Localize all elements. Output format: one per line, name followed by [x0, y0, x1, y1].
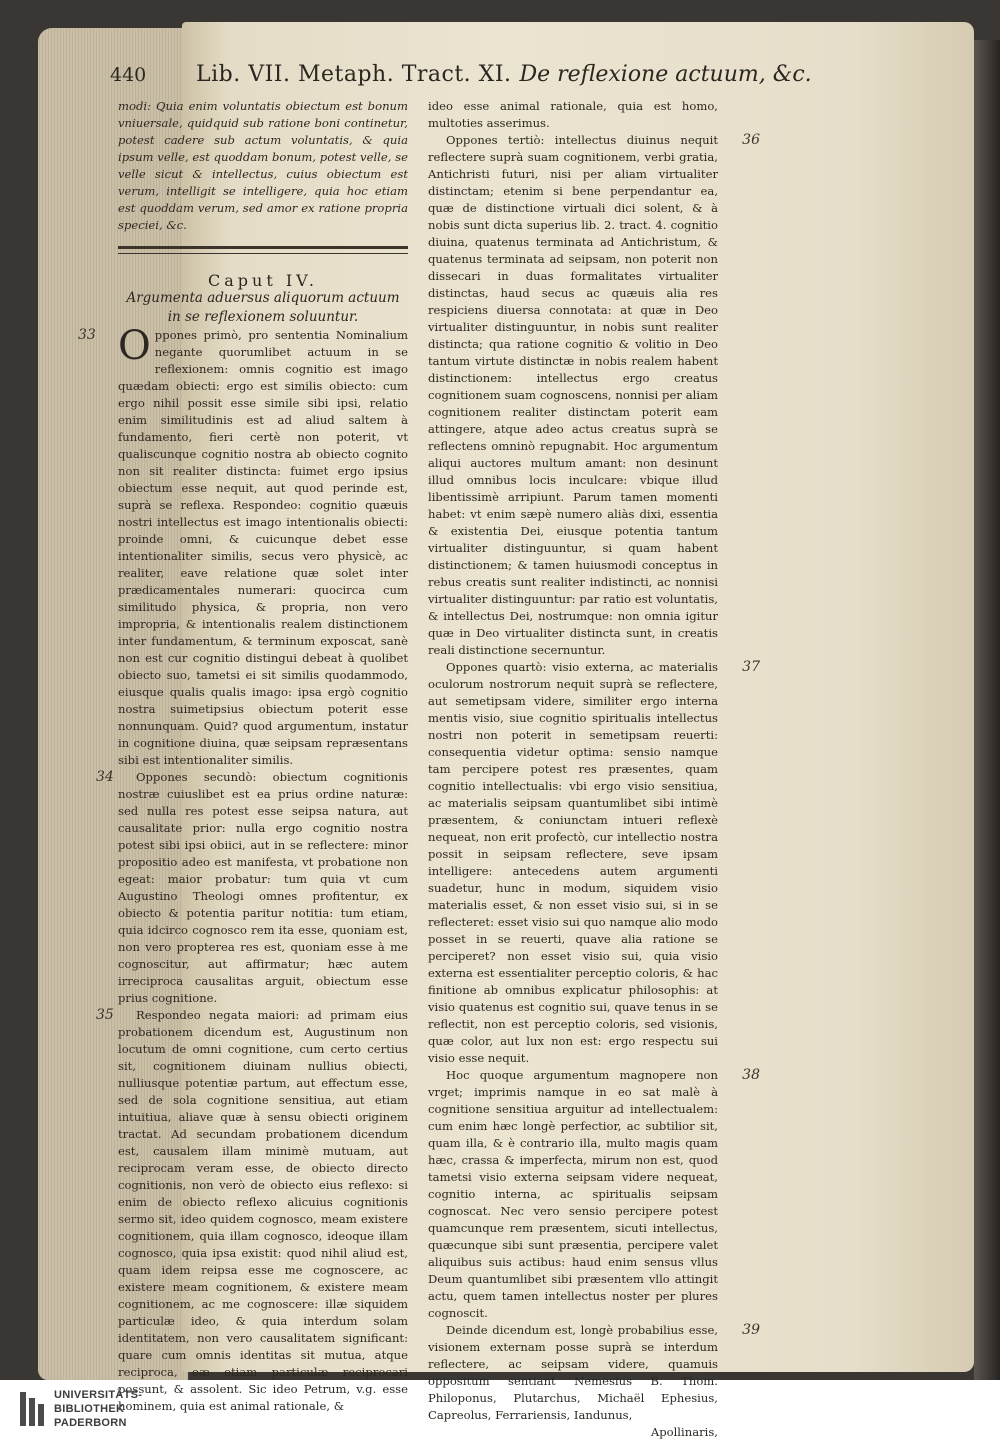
margin-number: 33	[78, 327, 96, 343]
margin-number: 34	[96, 769, 114, 785]
paragraph-36	[428, 132, 760, 659]
paragraph-38	[428, 1067, 760, 1322]
right-column	[428, 98, 760, 1441]
paragraph-text: Oppones secundò: obiectum cognitionis nostræ cuiuslibet est ea prius ordine naturæ: sed nulla res potest esse seipsa natura, aut causalitate prior: nulla ergo cognitio nostra potest sibi ipsi obiici, aut in se reflectere: minor propositio adeo est manifesta, vt probatione non egeat: maior probatur: tum quia vt cum Augustino Theologi omnes profitentur, ex obiecto & potentia paritur notitia: tum etiam, quia idcirco cognosco rem ita esse, quoniam est, non vero propterea res est, quoniam esse à me cognoscitur, aut affirmatur; hæc autem irreciproca causalitas arguit, obiectum esse prius cognitione.	[118, 770, 408, 1005]
margin-number: 37	[742, 659, 760, 675]
logo-line: PADERBORN	[54, 1417, 127, 1429]
library-logo-text	[54, 1388, 142, 1430]
margin-number: 35	[96, 1007, 114, 1023]
margin-number: 36	[742, 132, 760, 148]
library-logo	[20, 1388, 180, 1434]
logo-line: UNIVERSITÄTS-	[54, 1389, 143, 1401]
page-number: 440	[110, 64, 147, 86]
book-binding-shadow	[974, 40, 1000, 1380]
chapter-heading: Caput IV.	[207, 271, 318, 290]
paragraph-39	[428, 1322, 760, 1424]
header-title: Lib. VII. Metaph. Tract. XI.	[196, 62, 512, 87]
header-subtitle: De reflexione actuum, &c.	[519, 62, 812, 87]
logo-line: BIBLIOTHEK	[54, 1403, 125, 1415]
paragraph-33	[78, 323, 408, 769]
section-rule-thin	[118, 253, 408, 254]
intro-paragraph: modi: Quia enim voluntatis obiectum est bonum vniuersale, quidquid sub ratione boni continetur, potest cadere sub actum voluntatis, & quia ipsum velle, est quoddam bonum, potest velle, se velle sicut & intellectus, cuius obiectum est verum, intelligit se intelligere, quia hoc etiam est quoddam verum, sed amor ex ratione propria speciei, &c.	[118, 99, 408, 232]
paragraph-37	[428, 659, 760, 1067]
drop-capital: O	[118, 323, 151, 369]
library-logo-icon	[20, 1392, 46, 1426]
paragraph-text: ppones primò, pro sententia Nominalium negante quorumlibet actuum in se reflexionem: omnis cognitio est imago quædam obiecti: ergo est similis obiecto: cum ergo nihil possit esse simile sibi ipsi, relatio enim similitudinis est ad aliud saltem à fundamento, fieri certè non poterit, vt qualiscunque cognitio nostra ab obiecto cognito non sit realiter distincta: fuimet ergo ipsius obiectum esse nequit, aut quod perinde est, suprà se reflexa. Respondeo: cognitio quæuis nostri intellectus est imago intentionalis obiecti: proinde omni, & cuicunque debet esse intentionaliter similis, secus vero physicè, ac realiter, eave relatione quæ solet inter prædicamentales numerari: quocirca cum similitudo physica, & propria, non vero impropria, & intentionalis realem distinctionem inter fundamentum, & terminum exposcat, sanè non est cur cognitio distingui debeat à quolibet obiecto suo, tametsi ei sit similis quodammodo, eiusque qualis qualis imago: ipsa ergò cognitio nostra suimetipsius obiectum poterit esse nonnunquam. Quid? quod argumentum, instatur in cognitione diuina, quæ seipsam repræsentans sibi est intentionaliter similis.	[118, 328, 408, 767]
chapter-title: Argumenta aduersus aliquorum actuum in se reflexionem soluuntur.	[126, 290, 400, 325]
catchword: Apollinaris,	[650, 1425, 718, 1439]
margin-number: 39	[742, 1322, 760, 1338]
paragraph-text: Oppones tertiò: intellectus diuinus nequit reflectere suprà suam cognitionem, verbi gratia, Antichristi futuri, nisi per aliam virtualiter distinctam; etenim si bene perpendantur ea, quæ de distinctione virtuali dici solent, & à nobis sunt dicta superius lib. 2. tract. 4. cognitio diuina, quatenus terminata ad Antichristum, & quatenus terminata ad seipsam, non poterit non dissecari in duas formalitates virtualiter distinctas, haud secus ac quæuis alia res respiciens diuersa connotata: at quæ in Deo virtualiter distinguuntur, in nobis sunt realiter distincta; qua ratione cognitio & volitio in Deo tantum virtute distinctæ in nobis realem habent distinctionem: intellectus ergo creatus cognitionem suam cognoscens, nonnisi per aliam cognitionem realiter distinctam poterit eam attingere, atque adeo actus creatus suprà se reflectens omninò repugnabit. Hoc argumentum aliqui auctores multum amant: non desinunt illud omnibus locis inculcare: vbique illud libentissimè arripiunt. Parum tamen momenti habet: vt enim sæpè numero aliàs dixi, essentia & existentia Dei, eiusque potentia tantum virtualiter distinguuntur, si quam habent distinctionem; & tamen huiusmodi conceptus in rebus creatis sunt realiter indistincti, ac nonnisi virtualiter distinguuntur: par ratio est voluntatis, & intellectus Dei, nostrumque: non omnia igitur quæ in Deo virtualiter distincta sunt, in creatis reali distinctione secernuntur.	[428, 133, 718, 657]
running-header	[110, 62, 812, 87]
paragraph-34	[96, 769, 408, 1007]
paragraph-text: Respondeo negata maiori: ad primam eius probationem dicendum est, Augustinum non locutum de omni cognitione, cum certo certius sit, cognitionem diuinam nullius obiecti, nulliusque potentiæ partum, aut effectum esse, sed de sola cognitione sensitiua, aut etiam intuitiua, aliave quæ à sensu obiecti originem tractat. Ad secundam probationem dicendum est, causalem illam minimè mutuam, aut reciprocam veram esse, de obiecto directo cognitionis, non verò de obiecto eius reflexo: si enim de obiecto reflexo alicuius cognitionis sermo sit, ideo quidem cognosco, meam existere cognitionem, quia illam cognosco, ideoque illam cognosco, quia ipsa existit: quod nihil aliud est, quam idem reipsa esse me cognoscere, ac existere meam cognitionem, & existere meam cognitionem, ac me cognoscere: illæ siquidem particulæ ideo, & quia interdum solam identitatem, non vero causalitatem significant: quare cum omnis identitas sit mutua, atque reciproca, eæ etiam particulæ reciprocari possunt, & assolent. Sic ideo Petrum, v.g. esse hominem, quia est animal rationale, &	[118, 1008, 408, 1413]
continuation-text: ideo esse animal rationale, quia est homo, multoties asserimus.	[428, 99, 718, 130]
paragraph-text: Hoc quoque argumentum magnopere non vrget; imprimis namque in eo sat malè à cognitione sensitiua arguitur ad intellectualem: cum enim hæc longè perfectior, ac subtilior sit, quam illa, & è contrario illa, multo magis quam hæc, crassa & imperfecta, mirum non est, quod tametsi visio externa seipsam videre nequeat, cognitio interna, ac spiritualis seipsam cognoscat. Nec vero sensio percipere potest quamcunque rem præsentem, sicuti intellectus, quæcunque sibi sunt præsentia, percipere valet aliquibus suis actibus: haud enim sensus vllus Deum quantumlibet sibi præsentem vllo attingit actu, quem tamen intellectus noster per plures cognoscit.	[428, 1068, 718, 1320]
margin-number: 38	[742, 1067, 760, 1083]
section-rule	[118, 246, 408, 249]
paragraph-text: Deinde dicendum est, longè probabilius esse, visionem externam posse suprà se interdum reflectere, ac seipsam videre, quamuis oppositum sentiant Nemesius B. Thom. Philoponus, Plutarchus, Michaël Ephesius, Capreolus, Ferrariensis, Iandunus,	[428, 1323, 718, 1422]
paragraph-text: Oppones quartò: visio externa, ac materialis oculorum nostrorum nequit suprà se reflectere, aut semetipsam videre, similiter ergo interna mentis visio, siue cognitio spiritualis intellectus nostri non poterit in semetipsam reuerti: consequentia videtur optima: sensio namque tam percipere potest res præsentes, quam cognitio intellectualis: vbi ergo visio sensitiua, ac materialis seipsam quantumlibet sibi intimè præsentem, & coniunctam intueri reflexè nequeat, non erit profectò, cur intellectio nostra possit in seipsam reflectere, seve ipsam intelligere: antecedens autem argumenti suadetur, hunc in modum, siquidem visio materialis esset, & non esset visio sui, si in se reflecteret: esset visio sui quo namque alio modo posset in se reuerti, quave alia ratione se perciperet? non esset visio sui, quia visio externa est essentialiter perceptio coloris, & hac finitione ab omnibus explicatur philosophis: at visio quatenus est cognitio sui, quave tenus in se reflectit, non est perceptio coloris, sed visionis, quæ color, aut lux non est: ergo respectu sui visio esse nequit.	[428, 660, 718, 1065]
